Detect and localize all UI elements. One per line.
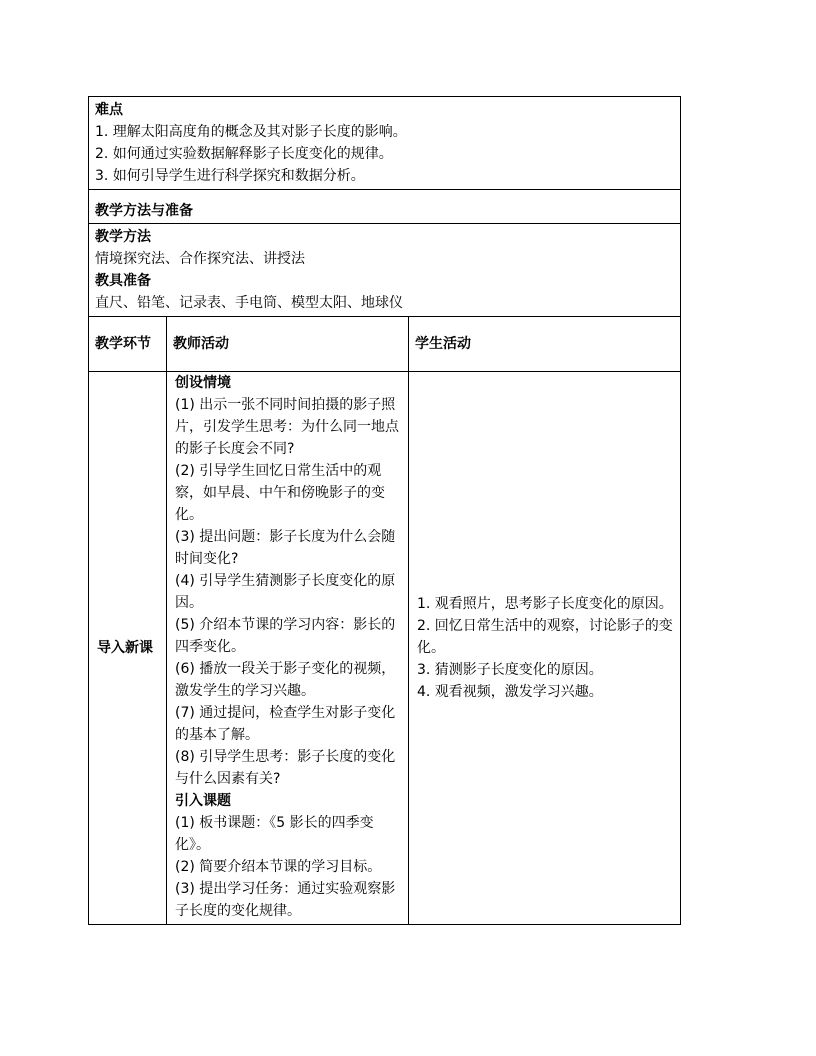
stage-row xyxy=(89,372,681,925)
methods-content-cell xyxy=(89,224,681,317)
difficulty-row xyxy=(89,97,681,190)
header-teacher: 教师活动 xyxy=(167,317,409,372)
teacher-item: (5) 介绍本节课的学习内容：影长的四季变化。 xyxy=(175,617,396,655)
student-item: 4. 观看视频，激发学习兴趣。 xyxy=(417,684,603,700)
header-student: 学生活动 xyxy=(409,317,681,372)
teacher-item: (6) 播放一段关于影子变化的视频，激发学生的学习兴趣。 xyxy=(175,661,396,699)
header-stage: 教学环节 xyxy=(89,317,167,372)
teacher-item: (4) 引导学生猜测影子长度变化的原因。 xyxy=(175,573,396,611)
method-text: 情境探究法、合作探究法、讲授法 xyxy=(95,251,305,267)
difficulty-item: 1. 理解太阳高度角的概念及其对影子长度的影响。 xyxy=(95,124,407,140)
document-page xyxy=(88,96,680,925)
difficulty-item: 3. 如何引导学生进行科学探究和数据分析。 xyxy=(95,168,365,184)
teacher-item: (8) 引导学生思考：影子长度的变化与什么因素有关? xyxy=(175,749,396,787)
student-activity-cell xyxy=(409,372,681,925)
stage-name: 导入新课 xyxy=(89,372,167,925)
teacher-item: (1) 板书课题：《5 影长的四季变化》。 xyxy=(175,815,374,853)
student-item: 2. 回忆日常生活中的观察，讨论影子的变化。 xyxy=(417,618,673,656)
difficulty-item: 2. 如何通过实验数据解释影子长度变化的规律。 xyxy=(95,146,393,162)
difficulty-title: 难点 xyxy=(95,102,123,118)
methods-title: 教学方法与准备 xyxy=(95,203,193,219)
student-item: 3. 猜测影子长度变化的原因。 xyxy=(417,662,603,678)
difficulty-cell xyxy=(89,97,681,190)
teacher-item: (1) 出示一张不同时间拍摄的影子照片，引发学生思考：为什么同一地点的影子长度会不同? xyxy=(175,397,399,457)
methods-title-cell xyxy=(89,190,681,224)
lesson-plan-table xyxy=(88,96,681,925)
teacher-item: (7) 通过提问，检查学生对影子变化的基本了解。 xyxy=(175,705,396,743)
methods-content-row xyxy=(89,224,681,317)
teacher-item: (2) 引导学生回忆日常生活中的观察，如早晨、中午和傍晚影子的变化。 xyxy=(175,463,385,523)
methods-title-row xyxy=(89,190,681,224)
tools-label: 教具准备 xyxy=(95,273,151,289)
teacher-item: (3) 提出问题：影子长度为什么会随时间变化? xyxy=(175,529,396,567)
teacher-activity-cell xyxy=(167,372,409,925)
method-label: 教学方法 xyxy=(95,229,151,245)
teacher-section-title: 引入课题 xyxy=(175,793,231,809)
teacher-item: (2) 简要介绍本节课的学习目标。 xyxy=(175,859,382,875)
table-header-row xyxy=(89,317,681,372)
tools-text: 直尺、铅笔、记录表、手电筒、模型太阳、地球仪 xyxy=(95,295,403,311)
teacher-section-title: 创设情境 xyxy=(175,375,231,391)
teacher-item: (3) 提出学习任务：通过实验观察影子长度的变化规律。 xyxy=(175,881,396,919)
student-item: 1. 观看照片，思考影子长度变化的原因。 xyxy=(417,596,673,612)
